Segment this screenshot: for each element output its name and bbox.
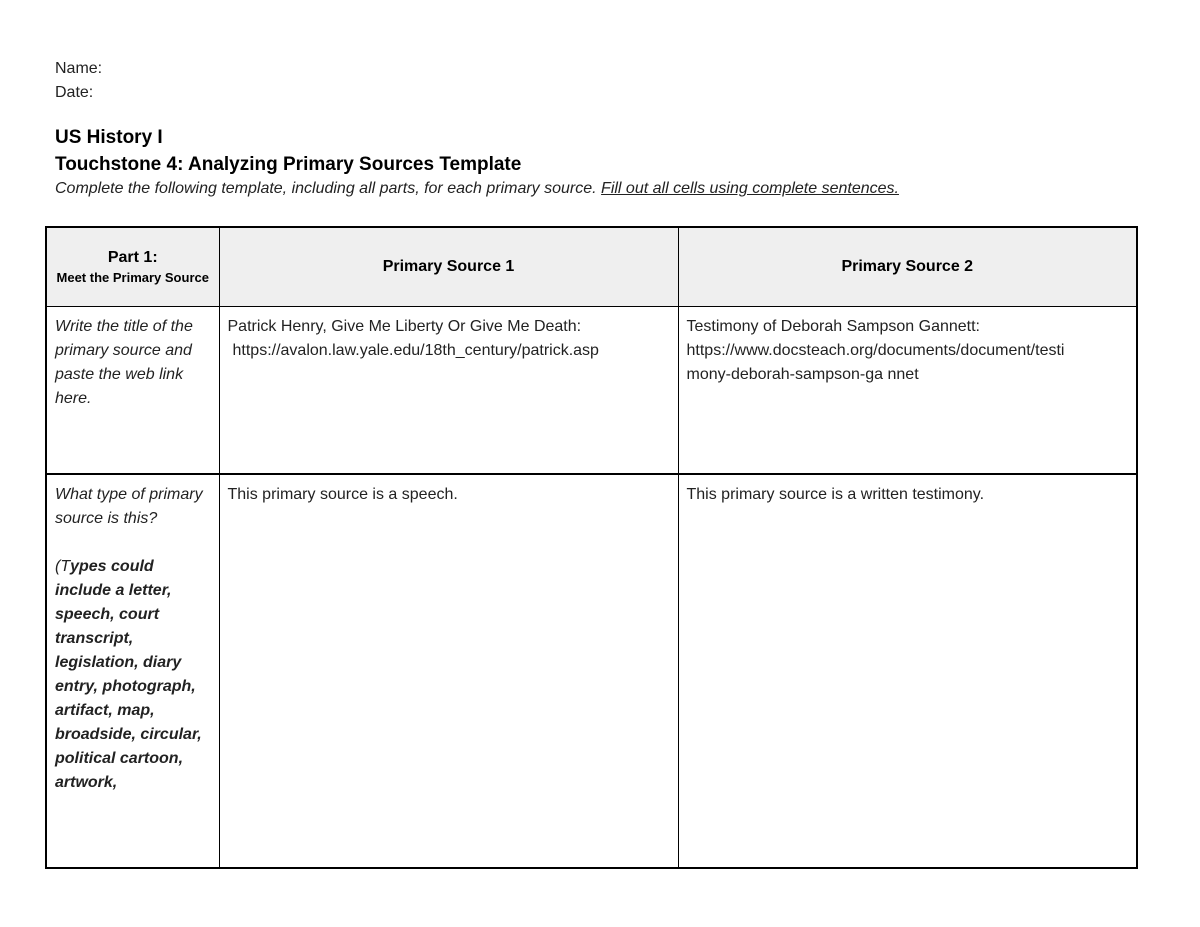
source2-type-cell[interactable]: This primary source is a written testimony. <box>678 474 1137 868</box>
source2-link-part1[interactable]: https://www.docsteach.org/documents/document/testi <box>686 342 1065 359</box>
course-title: US History I <box>55 127 163 148</box>
prompt-type-note-text: ypes could include a letter, speech, court transcript, legislation, diary entry, photograph, artifact, map, broadside, circular, political cartoon, artwork, <box>55 558 202 791</box>
source1-title-cell[interactable] <box>219 307 678 475</box>
prompt-type-note-lead: (T <box>55 558 71 575</box>
student-info <box>55 57 102 105</box>
source1-link[interactable]: https://avalon.law.yale.edu/18th_century/patrick.asp <box>232 342 599 359</box>
date-label: Date: <box>55 84 94 101</box>
source1-title: Patrick Henry, Give Me Liberty Or Give Me Death: <box>227 318 582 335</box>
part-label: Part 1: <box>107 248 158 266</box>
source2-link-part2[interactable]: mony-deborah-sampson-ga nnet <box>686 366 919 383</box>
template-title: Touchstone 4: Analyzing Primary Sources Template <box>55 154 522 175</box>
table-row <box>46 474 1137 868</box>
prompt-type-note <box>55 555 211 795</box>
table-header-row <box>46 227 1137 307</box>
instructions <box>55 178 1155 200</box>
instructions-text: Complete the following template, including all parts, for each primary source. <box>55 180 602 197</box>
primary-source-table <box>45 226 1138 869</box>
name-label: Name: <box>55 60 103 77</box>
source2-title: Testimony of Deborah Sampson Gannett: <box>686 318 980 335</box>
prompt-title-cell: Write the title of the primary source and paste the web link here. <box>46 307 219 475</box>
part-header-cell <box>46 227 219 307</box>
document-heading <box>55 124 1155 200</box>
source2-title-cell[interactable] <box>678 307 1137 475</box>
prompt-type-cell <box>46 474 219 868</box>
source1-type-cell[interactable]: This primary source is a speech. <box>219 474 678 868</box>
part-subtitle: Meet the Primary Source <box>56 269 209 285</box>
table-row <box>46 307 1137 475</box>
prompt-type-question: What type of primary source is this? <box>55 486 203 527</box>
source2-header: Primary Source 2 <box>678 227 1137 307</box>
instructions-emphasis: Fill out all cells using complete sentences. <box>601 180 899 197</box>
source1-header: Primary Source 1 <box>219 227 678 307</box>
